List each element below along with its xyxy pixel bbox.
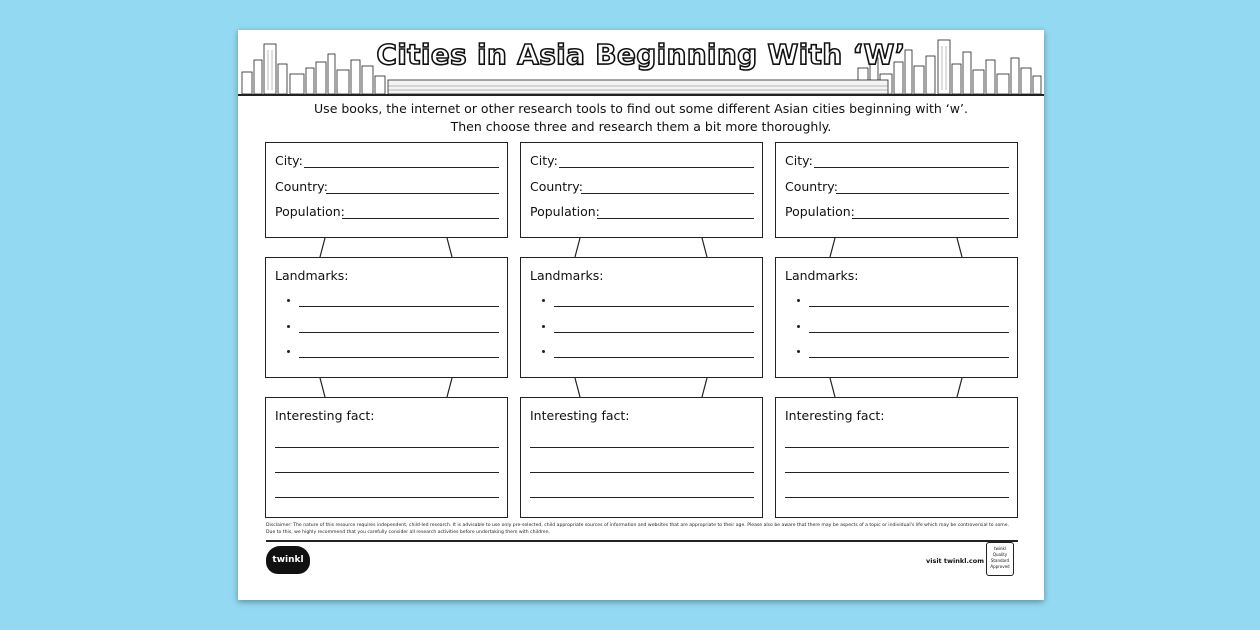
fact-box-2: [520, 397, 763, 518]
bullet-icon: [797, 325, 800, 328]
landmarks-box-1: [265, 257, 508, 378]
worksheet-page: [238, 30, 1044, 600]
landmark-answer-line[interactable]: [809, 332, 1009, 333]
population-label: Population:: [785, 204, 855, 219]
fact-box-1: [265, 397, 508, 518]
city-info-box-2: [520, 142, 763, 238]
worksheet-title: Cities in Asia Beginning With ‘W’: [376, 38, 906, 71]
country-answer-line[interactable]: [836, 193, 1009, 194]
landmark-answer-line[interactable]: [809, 357, 1009, 358]
visit-link[interactable]: visit twinkl.com: [926, 557, 985, 565]
instructions-line-2: Then choose three and research them a bit more thoroughly.: [450, 119, 832, 134]
fact-answer-line[interactable]: [785, 497, 1009, 498]
city-answer-line[interactable]: [304, 167, 499, 168]
landmarks-label: Landmarks:: [785, 268, 859, 283]
fact-answer-line[interactable]: [530, 497, 754, 498]
country-label: Country:: [275, 179, 328, 194]
fact-label: Interesting fact:: [530, 408, 630, 423]
title-divider: [238, 94, 1044, 96]
disclaimer-text: Disclaimer: The nature of this resource requires independent, child-led research. It is advisable to use only pre-selected, child appropriate sources of information and websites that are appropriate to their age. Please also be aware that there may be aspects of a topic or individual's life which may be controversial to some. Due to this, we highly recommend that you carefully consider all research activities before undertaking them with children.: [266, 523, 1010, 535]
city-label: City:: [275, 153, 303, 168]
footer-divider: [266, 540, 1018, 542]
population-answer-line[interactable]: [597, 218, 754, 219]
population-answer-line[interactable]: [342, 218, 499, 219]
bullet-icon: [797, 350, 800, 353]
country-answer-line[interactable]: [581, 193, 754, 194]
landmarks-box-2: [520, 257, 763, 378]
fact-label: Interesting fact:: [785, 408, 885, 423]
city-info-box-1: [265, 142, 508, 238]
country-label: Country:: [785, 179, 838, 194]
country-answer-line[interactable]: [326, 193, 499, 194]
instructions-line-1: Use books, the internet or other research tools to find out some different Asian cities beginning with ‘w’.: [314, 101, 968, 116]
landmark-answer-line[interactable]: [554, 332, 754, 333]
city-answer-line[interactable]: [559, 167, 754, 168]
population-label: Population:: [275, 204, 345, 219]
bullet-icon: [287, 325, 290, 328]
landmark-answer-line[interactable]: [299, 306, 499, 307]
fact-answer-line[interactable]: [530, 447, 754, 448]
bullet-icon: [287, 350, 290, 353]
city-label: City:: [785, 153, 813, 168]
landmarks-label: Landmarks:: [530, 268, 604, 283]
fact-label: Interesting fact:: [275, 408, 375, 423]
population-answer-line[interactable]: [852, 218, 1009, 219]
instructions: [238, 100, 1044, 136]
bullet-icon: [542, 299, 545, 302]
landmarks-label: Landmarks:: [275, 268, 349, 283]
twinkl-logo[interactable]: twinkl: [266, 546, 310, 574]
landmark-answer-line[interactable]: [809, 306, 1009, 307]
fact-box-3: [775, 397, 1018, 518]
population-label: Population:: [530, 204, 600, 219]
landmark-answer-line[interactable]: [554, 357, 754, 358]
bullet-icon: [287, 299, 290, 302]
city-answer-line[interactable]: [814, 167, 1009, 168]
landmark-answer-line[interactable]: [554, 306, 754, 307]
country-label: Country:: [530, 179, 583, 194]
bullet-icon: [797, 299, 800, 302]
city-info-box-3: [775, 142, 1018, 238]
city-label: City:: [530, 153, 558, 168]
landmarks-box-3: [775, 257, 1018, 378]
fact-answer-line[interactable]: [275, 472, 499, 473]
bullet-icon: [542, 325, 545, 328]
fact-answer-line[interactable]: [275, 447, 499, 448]
landmark-answer-line[interactable]: [299, 332, 499, 333]
bullet-icon: [542, 350, 545, 353]
fact-answer-line[interactable]: [275, 497, 499, 498]
landmark-answer-line[interactable]: [299, 357, 499, 358]
quality-badge-icon: twinkl Quality Standard Approved: [986, 542, 1014, 576]
fact-answer-line[interactable]: [785, 447, 1009, 448]
fact-answer-line[interactable]: [785, 472, 1009, 473]
fact-answer-line[interactable]: [530, 472, 754, 473]
